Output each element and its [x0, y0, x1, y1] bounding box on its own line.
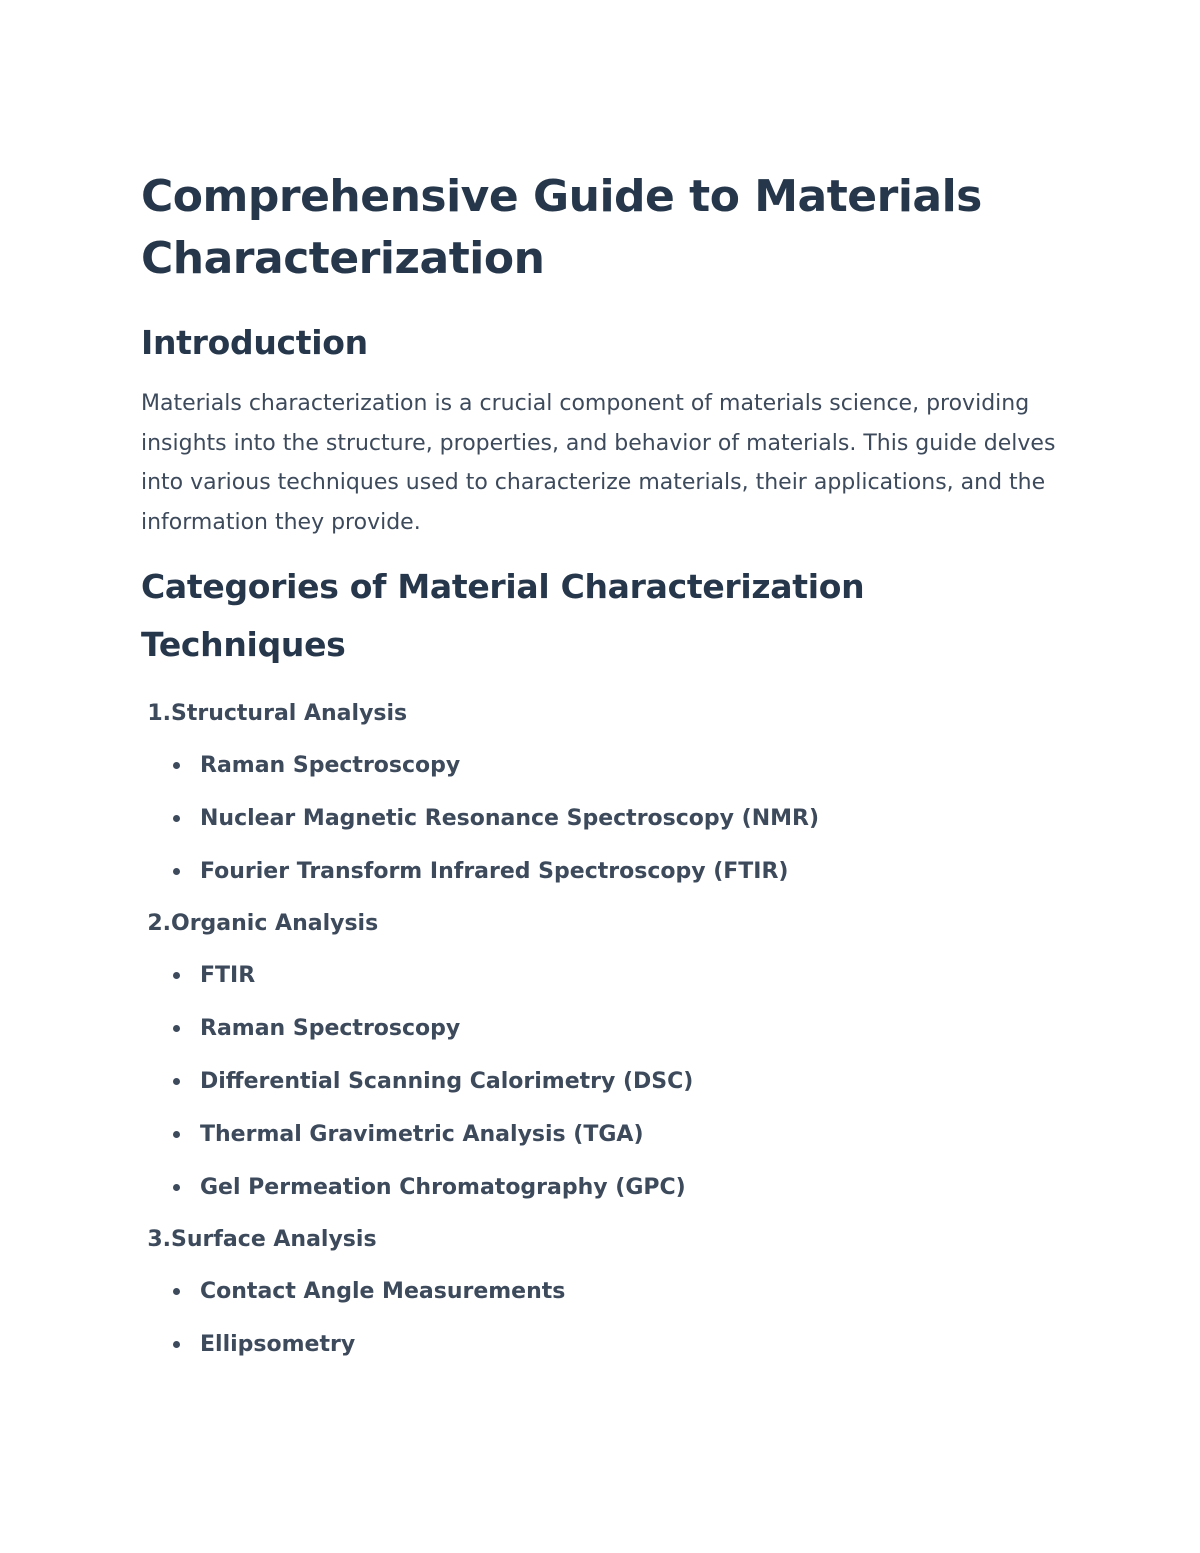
bullet-icon	[173, 1341, 180, 1348]
technique-item	[141, 1055, 1071, 1108]
technique-item	[141, 949, 1071, 1002]
bullet-icon	[173, 1131, 180, 1138]
technique-item	[141, 1161, 1071, 1214]
technique-label: Raman Spectroscopy	[200, 753, 461, 778]
technique-list	[141, 949, 1071, 1214]
category-item	[141, 904, 1071, 1214]
technique-label: Contact Angle Measurements	[200, 1279, 566, 1304]
bullet-icon	[173, 815, 180, 822]
category-title: Organic Analysis	[171, 911, 379, 936]
bullet-icon	[173, 1288, 180, 1295]
bullet-icon	[173, 1184, 180, 1191]
technique-label: Fourier Transform Infrared Spectroscopy (FTIR)	[200, 859, 789, 884]
bullet-icon	[173, 868, 180, 875]
category-header	[141, 694, 1071, 733]
technique-label: Raman Spectroscopy	[200, 1016, 461, 1041]
technique-item	[141, 1108, 1071, 1161]
document-page	[141, 166, 1071, 1377]
introduction-paragraph: Materials characterization is a crucial component of materials science, providing insights into the structure, properties, and behavior of materials. This guide delves into various techniques used to characterize materials, their applications, and the information they provide.	[141, 391, 1056, 535]
category-title: Surface Analysis	[171, 1227, 377, 1252]
technique-item	[141, 1318, 1071, 1371]
bullet-icon	[173, 762, 180, 769]
category-item	[141, 1220, 1071, 1371]
category-header	[141, 904, 1071, 943]
technique-item	[141, 845, 1071, 898]
technique-label: Gel Permeation Chromatography (GPC)	[200, 1175, 686, 1200]
category-header	[141, 1220, 1071, 1259]
technique-item	[141, 1002, 1071, 1055]
introduction-heading: Introduction	[141, 323, 368, 362]
technique-label: Nuclear Magnetic Resonance Spectroscopy (NMR)	[200, 806, 820, 831]
category-title: Structural Analysis	[171, 701, 408, 726]
categories-heading: Categories of Material Characterization Techniques	[141, 567, 865, 664]
category-number: 1.	[147, 701, 171, 726]
technique-label: Differential Scanning Calorimetry (DSC)	[200, 1069, 694, 1094]
technique-label: Thermal Gravimetric Analysis (TGA)	[200, 1122, 644, 1147]
technique-item	[141, 792, 1071, 845]
category-number: 2.	[147, 911, 171, 936]
technique-list	[141, 1265, 1071, 1371]
technique-item	[141, 739, 1071, 792]
bullet-icon	[173, 1025, 180, 1032]
bullet-icon	[173, 972, 180, 979]
technique-label: FTIR	[200, 963, 256, 988]
technique-list	[141, 739, 1071, 898]
category-item	[141, 694, 1071, 898]
categories-list	[141, 694, 1071, 1371]
bullet-icon	[173, 1078, 180, 1085]
document-title: Comprehensive Guide to Materials Characterization	[141, 171, 982, 284]
technique-label: Ellipsometry	[200, 1332, 356, 1357]
category-number: 3.	[147, 1227, 171, 1252]
technique-item	[141, 1265, 1071, 1318]
